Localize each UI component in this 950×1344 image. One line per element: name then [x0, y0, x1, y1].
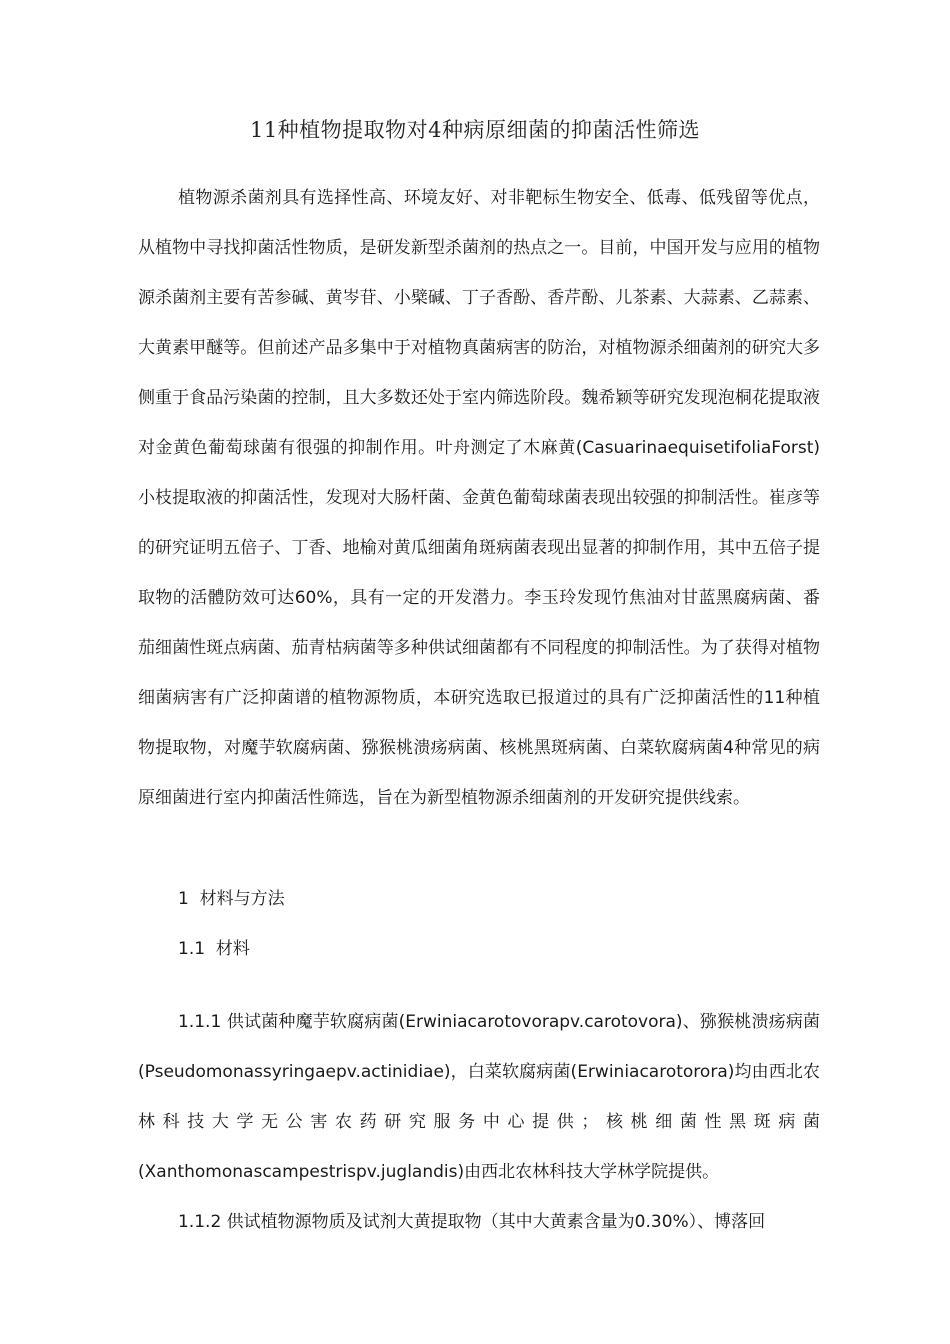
document-title: 11种植物提取物对4种病原细菌的抑菌活性筛选 — [249, 118, 701, 142]
intro-paragraph: 植物源杀菌剂具有选择性高、环境友好、对非靶标生物安全、低毒、低残留等优点，从植物中寻找抑菌活性物质，是研发新型杀菌剂的热点之一。目前，中国开发与应用的植物源杀菌剂主要有苦参碱、黄岑苷、小檗碱、丁子香酚、香芹酚、儿茶素、大蒜素、乙蒜素、大黄素甲醚等。但前述产品多集中于对植物真菌病害的防治，对植物源杀细菌剂的研究大多侧重于食品污染菌的控制，且大多数还处于室内筛选阶段。魏希颖等研究发现泡桐花提取液对金黄色葡萄球菌有很强的抑制作用。叶舟测定了木麻黄(CasuarinaequisetifoliaForst)小枝提取液的抑菌活性，发现对大肠杆菌、金黄色葡萄球菌表现出较强的抑制活性。崔彦等的研究证明五倍子、丁香、地榆对黄瓜细菌角斑病菌表现出显著的抑制作用，其中五倍子提取物的活體防效可达60%，具有一定的开发潜力。李玉玲发现竹焦油对甘蓝黑腐病菌、番茄细菌性斑点病菌、茄青枯病菌等多种供试细菌都有不同程度的抑制活性。为了获得对植物细菌病害有广泛抑菌谱的植物源物质，本研究选取已报道过的具有广泛抑菌活性的11种植物提取物，对魔芋软腐病菌、猕猴桃溃疡病菌、核桃黑斑病菌、白菜软腐病菌4种常见的病原细菌进行室内抑菌活性筛选，旨在为新型植物源杀细菌剂的开发研究提供线索。 — [138, 188, 820, 808]
subsection-heading-materials: 1.1 材料 — [178, 939, 250, 959]
paragraph-test-plant-materials: 1.1.2 供试植物源物质及试剂大黄提取物（其中大黄素含量为0.30%）、博落回 — [178, 1212, 766, 1232]
section-heading-materials-methods: 1 材料与方法 — [178, 889, 285, 909]
paragraph-test-strains: 1.1.1 供试菌种魔芋软腐病菌(Erwiniacarotovorapv.carotovora)、猕猴桃溃疡病菌(Pseudomonassyringaepv.actinidiae)，白菜软腐病菌(Erwiniacarotorora)均由西北农林科技大学无公害农药研究服务中心提供；核桃细菌性黑斑病菌(Xanthomonascampestrispv.juglandis)由西北农林科技大学林学院提供。 — [138, 1012, 820, 1182]
